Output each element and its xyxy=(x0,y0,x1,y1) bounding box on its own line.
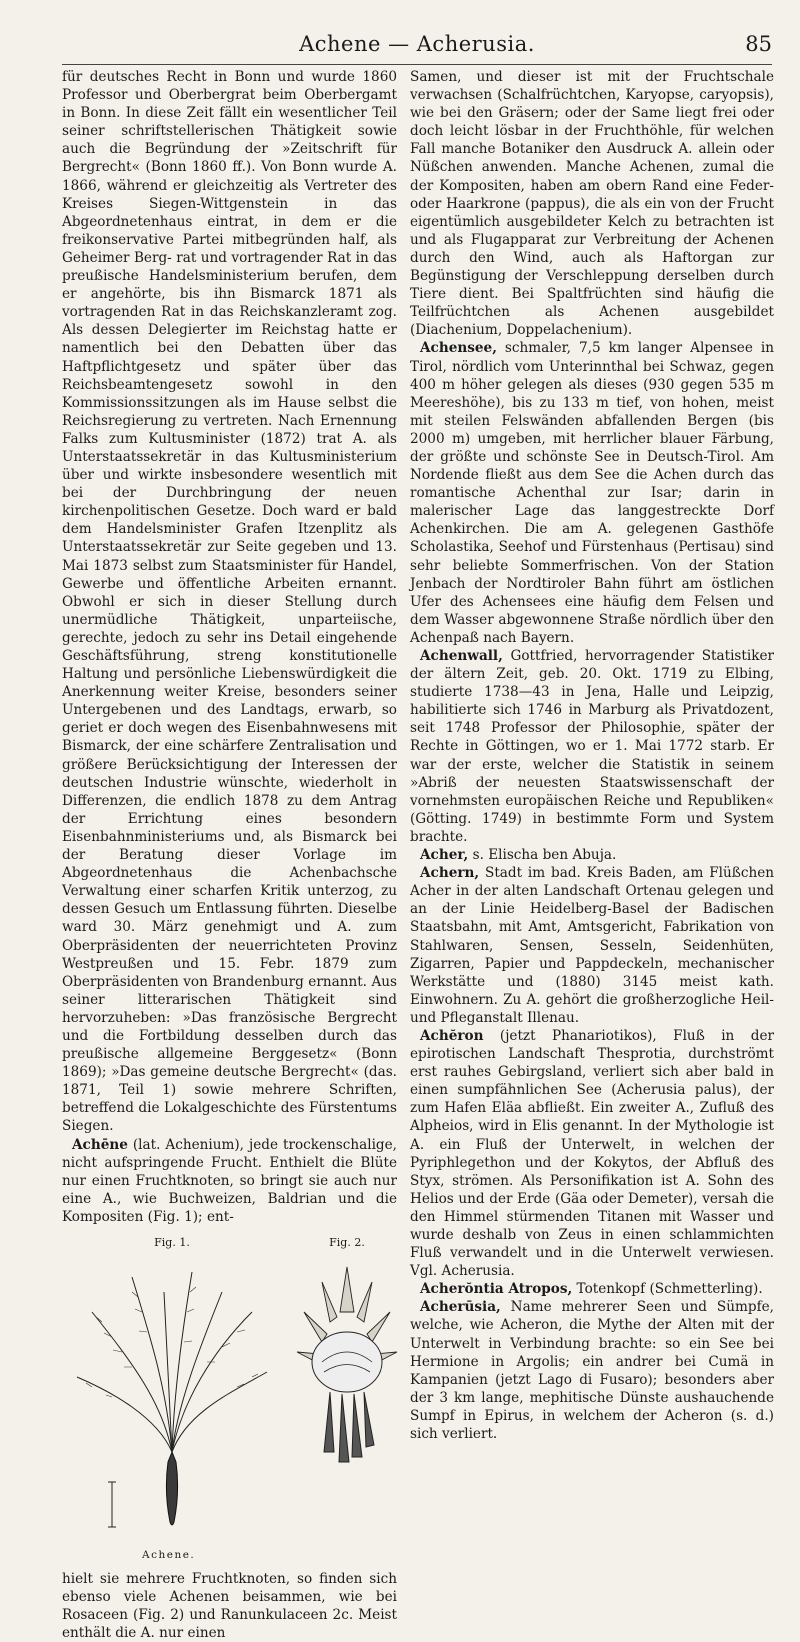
headword-achenwall: Achenwall, xyxy=(420,648,503,664)
right-column xyxy=(410,68,774,1443)
entry-achenwall xyxy=(410,647,774,846)
entry-achene-continuation: hielt sie mehrere Fruchtknoten, so finden sich ebenso viele Achenen beisammen, wie bei Rosaceen (Fig. 2) und Ranunkulaceen 2c. Meist enthält die A. nur einen xyxy=(62,1571,397,1642)
page-header xyxy=(62,30,772,65)
figure-2-label: Fig. 2. xyxy=(329,1236,365,1249)
entry-acheron-text: (jetzt Phanariotikos), Fluß in der epirotischen Landschaft Thesprotia, durchströmt erst rauhes Gebirgsland, verliert sich aber bald in einen sumpfähnlichen See (Acherusia palus), der zum Hafen Eläa abfließt. Ein zweiter A., Zufluß des Alpheios, wird in Elis genannt. In der Mythologie ist A. ein Fluß der Unterwelt, in welchen der Pyriphlegethon und der Kokytos, der Abfluß des Styx, strömen. Als Personifikation ist A. Sohn des Helios und der Erde (Gäa oder Demeter), versah die den Himmel stürmenden Titanen mit Wasser und wurde deshalb von Zeus in einen schlammichten Fluß verwandelt und in die Unterwelt verwiesen. Vgl. Acherusia. xyxy=(410,1027,774,1280)
headword-acherusia: Acherūsia, xyxy=(420,1299,501,1316)
entry-achene-text: (lat. Achenium), jede trockenschalige, nicht aufspringende Frucht. Enthielt die Blüte nur einen Fruchtknoten, so bringt sie auch nur eine A., wie Buchweizen, Baldrian und die Kompositen (Fig. 1); ent- xyxy=(62,1136,397,1225)
entry-achensee-text: schmaler, 7,5 km langer Alpensee in Tirol, nördlich vom Unterinnthal bei Schwaz, gegen 400 m höher gelegen als dieses (930 gegen 535 m Meereshöhe), bis zu 133 m tief, von hohen, meist mit steilen Felswänden abfallenden Bergen (bis 2000 m) umgeben, mit herrlicher blauer Färbung, der größte und schönste See in Deutsch-Tirol. Am Nordende fließt aus dem See die Achen durch das romantische Achenthal zur Isar; darin in malerischer Lage das langgestreckte Dorf Achenkirchen. Die am A. gelegenen Gasthöfe Scholastika, Seehof und Fürstenhaus (Pertisau) sind sehr beliebte Sommerfrischen. Von der Station Jenbach der Nordtiroler Bahn führt am östlichen Ufer des Achensees eine häufig dem Felsen und dem Wasser abgewonnene Straße nördlich über den Achenpaß nach Bayern. xyxy=(410,340,774,646)
entry-achern-text: Stadt im bad. Kreis Baden, am Flüßchen Acher in der alten Landschaft Ortenau gelegen und an der Linie Heidelberg-Basel der Badischen Staatsbahn, mit Amt, Amtsgericht, Fabrikation von Stahlwaren, Sensen, Sesseln, Seidenhüten, Zigarren, Papier und Pappdeckeln, mechanischer Werkstätte und (1880) 3145 meist kath. Einwohnern. Zu A. gehört die großherzogliche Heil- und Pfleganstalt Illenau. xyxy=(410,865,774,1026)
entry-acher xyxy=(410,846,774,864)
headword-achensee: Achensee, xyxy=(420,340,497,357)
entry-achenwall-text: Gottfried, hervorragender Statistiker der ältern Zeit, geb. 20. Okt. 1719 zu Elbing, studierte 1738—43 in Jena, Halle und Leipzig, habilitierte sich 1746 in Marburg als Privatdozent, seit 1748 Professor der Philosophie, später der Rechte in Göttingen, wo er 1. Mai 1772 starb. Er war der erste, welcher die Statistik in seinem »Abriß der neuesten Staatswissenschaft der vornehmsten europäischen Reiche und Republiken« (Götting. 1749) in bestimmte Form und System brachte. xyxy=(410,648,774,845)
headword-achene: Achēne xyxy=(72,1136,128,1153)
headword-achern: Achern, xyxy=(420,865,480,882)
figure-caption: Achene. xyxy=(142,1549,196,1561)
entry-achern xyxy=(410,864,774,1027)
entry-achensee xyxy=(410,339,774,647)
rosaceae-achenes-illustration xyxy=(292,1252,402,1482)
entry-acherontia xyxy=(410,1280,774,1298)
figure-block xyxy=(62,1234,397,1564)
entry-achenbach-continuation: für deutsches Recht in Bonn und wurde 1860 Professor und Oberbergrat beim Oberbergamt in Bonn. In diese Zeit fällt ein wesentlicher Teil seiner schriftstellerischen Thätigkeit sowie auch die Begründung der »Zeitschrift für Bergrecht« (Bonn 1860 ff.). Von Bonn wurde A. 1866, während er gleichzeitig als Vertreter des Kreises Siegen-Wittgenstein in das Abgeordnetenhaus eintrat, in dem er die freikonservative Partei mitbegründen half, als Geheimer Berg- rat und vortragender Rat in das preußische Handelsministerium berufen, dem er angehörte, bis ihn Bismarck 1871 als vortragenden Rat in das Reichskanzleramt zog. Als dessen Delegierter im Reichstag hatte er namentlich bei den Debatten über das Haftpflichtgesetz und später über das Reichsbeamtengesetz sowohl in den Kommissionssitzungen als im Hause selbst die Reichsregierung zu vertreten. Nach Ernennung Falks zum Kultusminister (1872) trat A. als Unterstaatssekretär in das Kultusministerium über und wirkte insbesondere wesentlich mit bei der Durchbringung der neuen kirchenpolitischen Gesetze. Doch ward er bald dem Handelsminister Grafen Itzenplitz als Unterstaatssekretär zur Seite gegeben und 13. Mai 1873 selbst zum Staatsminister für Handel, Gewerbe und öffentliche Arbeiten ernannt. Obwohl er sich in dieser Stellung durch unermüdliche Thätigkeit, unparteiische, gerechte, jedoch zu sehr ins Detail eingehende Geschäftsführung, streng konstitutionelle Haltung und persönliche Liebenswürdigkeit die Anerkennung weiter Kreise, besonders seiner Untergebenen und des Landtags, erwarb, so geriet er doch wegen des Eisenbahnwesens mit Bismarck, der eine schärfere Zentralisation und größere Berücksichtigung der Interessen der deutschen Industrie wünschte, wiederholt in Differenzen, die endlich 1878 zu dem Antrag der Errichtung eines besondern Eisenbahnministeriums und, als Bismarck bei der Beratung dieser Vorlage im Abgeordnetenhaus die Achenbachsche Verwaltung einer scharfen Kritik unterzog, zu dessen Gesuch um Entlassung führten. Dieselbe ward 30. März genehmigt und A. zum Oberpräsidenten der neuerrichteten Provinz Westpreußen und 15. Febr. 1879 zum Oberpräsidenten von Brandenburg ernannt. Aus seiner litterarischen Thätigkeit sind hervorzuheben: »Das französische Bergrecht und die Fortbildung desselben durch das preußische allgemeine Berggesetz« (Bonn 1869); »Das gemeine deutsche Bergrecht« (das. 1871, Teil 1) sowie mehrere Schriften, betreffend die Lokalgeschichte des Fürstentums Siegen. xyxy=(62,69,397,1135)
figure-1 xyxy=(72,1234,272,1547)
page-number: 85 xyxy=(745,32,772,56)
running-title: Achene — Acherusia. xyxy=(299,32,535,56)
headword-acherontia: Acherŏntia Atropos, xyxy=(420,1281,573,1298)
entry-achene xyxy=(62,1136,397,1226)
entry-acherusia xyxy=(410,1298,774,1443)
entry-acherontia-text: Totenkopf (Schmetterling). xyxy=(572,1281,763,1298)
entry-acherusia-text: Name mehrerer Seen und Sümpfe, welche, wie Acheron, die Mythe der Alten mit der Unterwelt in Verbindung brachte: so ein See bei Hermione in Argolis; ein andrer bei Cumä in Kampanien (jetzt Lago di Fusaro); besonders aber der 3 km lange, mephitische Dünste aushauchende Sumpf in Epirus, in welchem der Acheron (s. d.) sich verliert. xyxy=(410,1299,774,1443)
entry-acher-text: s. Elischa ben Abuja. xyxy=(468,847,617,864)
figure-2 xyxy=(292,1234,402,1487)
achene-pappus-illustration xyxy=(72,1252,272,1542)
left-column xyxy=(62,68,397,1642)
entry-achene-continued: Samen, und dieser ist mit der Fruchtschale verwachsen (Schalfrüchtchen, Karyopse, caryopsis), wie bei den Gräsern; oder der Same liegt frei oder doch leicht lösbar in der Fruchthöhle, für welchen Fall manche Botaniker den Ausdruck A. allein oder Nüßchen anwenden. Manche Achenen, zumal die der Kompositen, haben am obern Rand eine Feder- oder Haarkrone (pappus), die als ein von der Frucht eigentümlich ausgebildeter Kelch zu betrachten ist und als Flugapparat zur Verbreitung der Achenen durch den Wind, auch als Haftorgan zur Begünstigung der Verschleppung derselben durch Tiere dient. Bei Spaltfrüchten sind häufig die Teilfrüchtchen als Achenen ausgebildet (Diachenium, Doppelachenium). xyxy=(410,69,774,339)
figure-1-label: Fig. 1. xyxy=(154,1236,190,1249)
headword-acheron: Achĕron xyxy=(420,1027,484,1044)
headword-acher: Acher, xyxy=(420,847,469,864)
entry-acheron xyxy=(410,1027,774,1280)
